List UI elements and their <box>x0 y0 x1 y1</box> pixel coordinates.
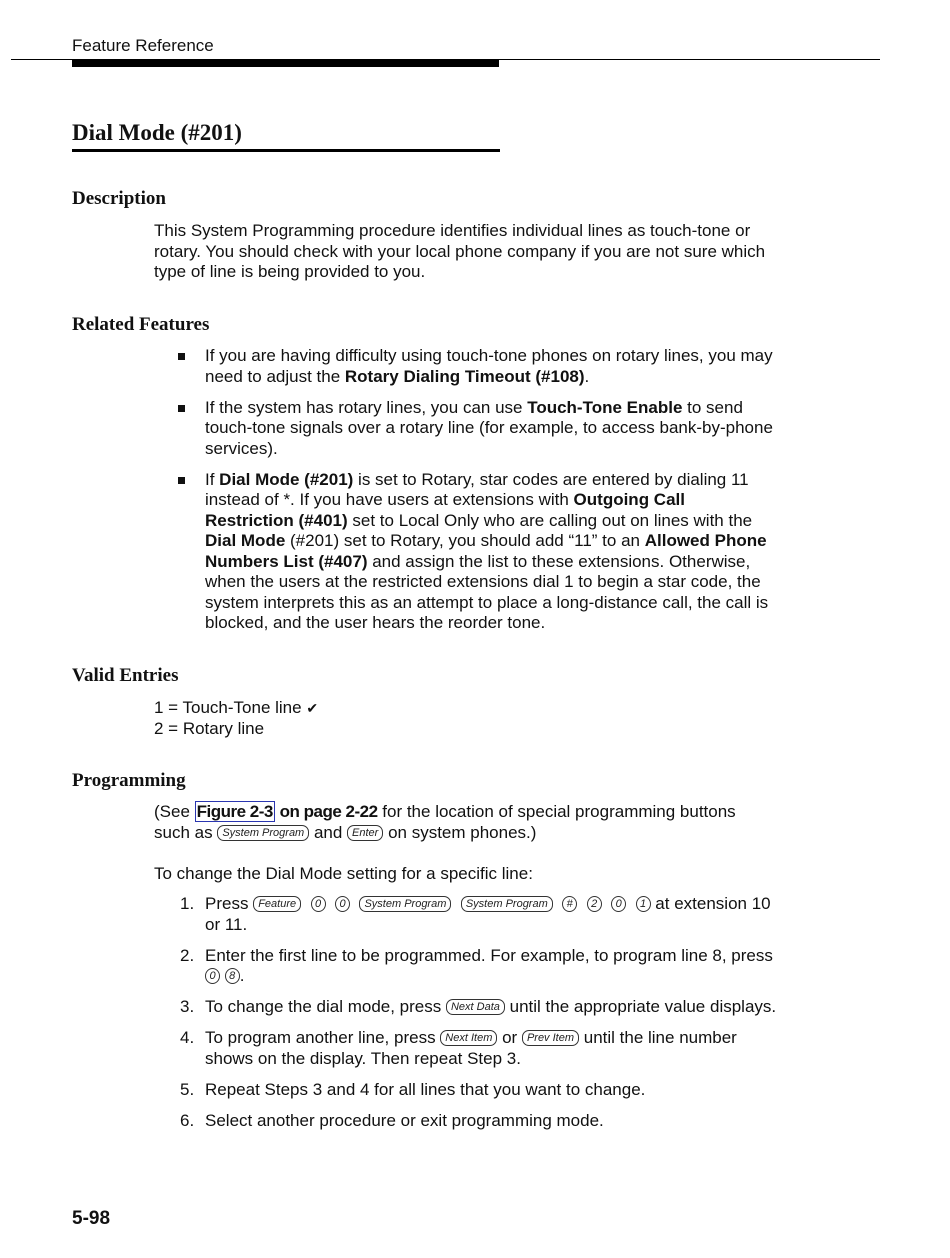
title-rule <box>72 149 500 152</box>
programming-intro: To change the Dial Mode setting for a specific line: <box>154 864 533 883</box>
step-5: 5. Repeat Steps 3 and 4 for all lines that you want to change. <box>180 1079 646 1099</box>
dial-key-0: 0 <box>335 896 350 912</box>
dial-key-0: 0 <box>205 968 220 984</box>
step-2: 2. Enter the first line to be programmed. For example, to program line 8, press 0 8 . <box>180 945 773 985</box>
feature-key: Feature <box>253 896 301 912</box>
valid-entries <box>154 698 774 739</box>
programming-heading: Programming <box>72 770 186 791</box>
programming-see-note: (See Figure 2-3 on page 2-22 for the location of special programming buttons such as System Program and Enter on system phones.) <box>154 802 736 842</box>
dial-key-0: 0 <box>611 896 626 912</box>
next-item-key: Next Item <box>440 1030 497 1046</box>
programming-steps <box>178 894 778 1142</box>
valid-entry-2: 2 = Rotary line <box>154 718 265 738</box>
list-item: If you are having difficulty using touch-tone phones on rotary lines, you may need to adjust the Rotary Dialing Timeout (#108). <box>178 346 778 387</box>
valid-entries-heading: Valid Entries <box>72 665 179 686</box>
enter-key: Enter <box>347 825 383 841</box>
system-program-key: System Program <box>461 896 553 912</box>
dial-key-0: 0 <box>311 896 326 912</box>
valid-entry-1: 1 = Touch-Tone line ✔ <box>154 698 319 717</box>
list-item: If Dial Mode (#201) is set to Rotary, star codes are entered by dialing 11 instead of *. If you have users at extensions with Outgoing Call Restriction (#401) set to Local Only who are calling out on lines with the Dial Mode (#201) set to Rotary, you should add “11” to an Allowed Phone Numbers List (#407) and assign the list to these extensions. Otherwise, when the users at the restricted extensions dial 1 to begin a star code, the system interprets this as an attempt to place a long-distance call, the call is blocked, and the user hears the reorder tone. <box>178 470 778 634</box>
header-bar <box>72 59 499 67</box>
page-number: 5-98 <box>72 1208 111 1229</box>
bullet-square-icon <box>178 353 185 360</box>
bullet-square-icon <box>178 405 185 412</box>
description-heading: Description <box>72 188 166 209</box>
related-features-heading: Related Features <box>72 314 210 335</box>
related-features-list <box>178 346 778 644</box>
dial-key-1: 1 <box>636 896 651 912</box>
list-item: If the system has rotary lines, you can use Touch-Tone Enable to send touch-tone signals over a rotary line (for example, to access bank-by-phone services). <box>178 398 778 460</box>
running-head: Feature Reference <box>72 36 214 55</box>
prev-item-key: Prev Item <box>522 1030 579 1046</box>
page-2-22-link[interactable]: on page 2-22 <box>279 802 378 821</box>
step-3: 3. To change the dial mode, press Next Data until the appropriate value displays. <box>180 997 777 1016</box>
step-6: 6. Select another procedure or exit programming mode. <box>180 1110 604 1130</box>
description-text: This System Programming procedure identifies individual lines as touch-tone or rotary. You should check with your local phone company if you are not sure which type of line is being provided to you. <box>154 221 766 281</box>
bullet-square-icon <box>178 477 185 484</box>
default-check-icon: ✔ <box>306 700 319 716</box>
figure-2-3-link[interactable]: Figure 2-3 <box>196 802 273 821</box>
system-program-key: System Program <box>359 896 451 912</box>
dial-key-hash: # <box>562 896 577 912</box>
step-1: 1. Press Feature 0 0 System Program System Program # 2 0 1 at extension 10 or 11. <box>180 894 771 934</box>
next-data-key: Next Data <box>446 999 505 1015</box>
dial-key-8: 8 <box>225 968 240 984</box>
step-4: 4. To program another line, press Next Item or Prev Item until the line number shows on the display. Then repeat Step 3. <box>180 1028 737 1068</box>
dial-key-2: 2 <box>587 896 602 912</box>
system-program-key: System Program <box>217 825 309 841</box>
page-title: Dial Mode (#201) <box>72 120 242 145</box>
